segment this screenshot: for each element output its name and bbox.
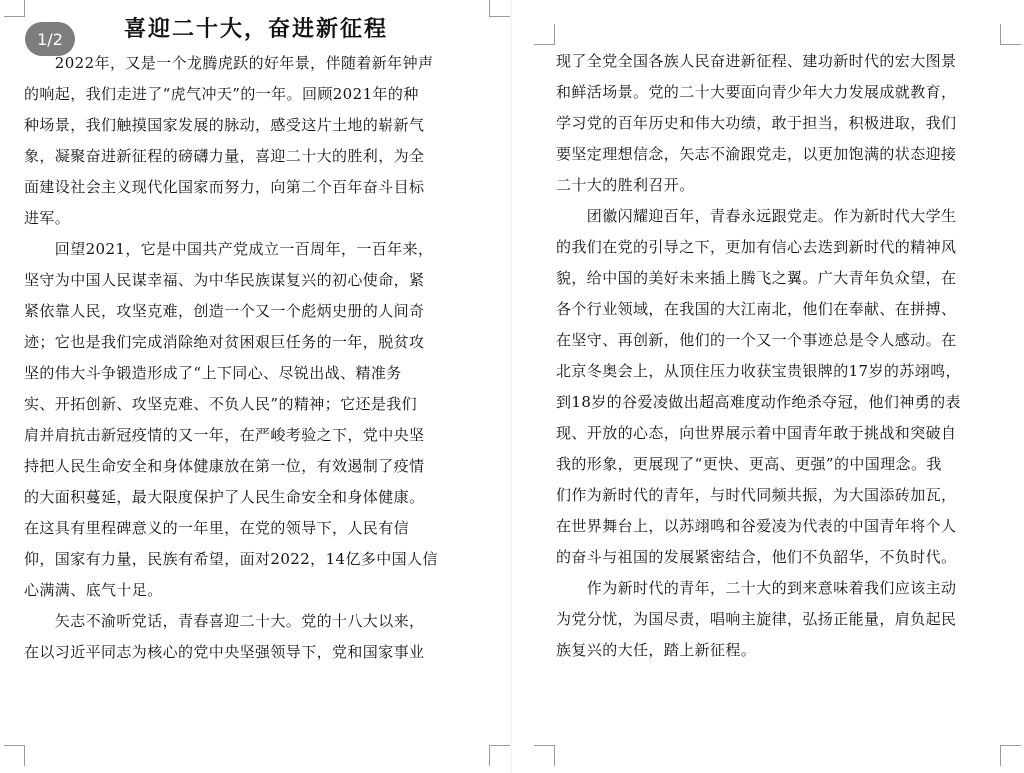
text-line: 肩并肩抗击新冠疫情的又一年，在严峻考验之下，党中央坚 xyxy=(24,426,425,444)
text-line: 的大面积蔓延，最大限度保护了人民生命安全和身体健康。 xyxy=(24,488,425,506)
crop-mark-bottom-left xyxy=(4,745,25,766)
text-line: 心满满、底气十足。 xyxy=(24,581,163,599)
text-line: 迹；它也是我们完成消除绝对贫困艰巨任务的一年，脱贫攻 xyxy=(24,333,425,351)
document-title: 喜迎二十大，奋进新征程 xyxy=(123,16,388,42)
text-line: 矢志不渝听党话，青春喜迎二十大。党的十八大以来， xyxy=(24,612,425,630)
text-line: 二十大的胜利召开。 xyxy=(556,176,695,194)
text-line: 我的形象，更展现了“更快、更高、更强”的中国理念。我 xyxy=(556,455,942,473)
text-line: 在这具有里程碑意义的一年里，在党的领导下，人民有信 xyxy=(24,519,410,537)
crop-mark-top-right xyxy=(1000,24,1021,45)
text-line: 们作为新时代的青年，与时代同频共振，为大国添砖加瓦， xyxy=(556,486,957,504)
text-line: 实、开拓创新、攻坚克难、不负人民”的精神；它还是我们 xyxy=(24,395,418,413)
text-line: 坚的伟大斗争锻造形成了“上下同心、尽锐出战、精准务 xyxy=(24,364,402,382)
text-line: 团徽闪耀迎百年，青春永远跟党走。作为新时代大学生 xyxy=(556,207,957,225)
text-line: 在坚守、再创新，他们的一个又一个事迹总是令人感动。在 xyxy=(556,331,957,349)
text-line: 学习党的百年历史和伟大功绩，敢于担当，积极进取，我们 xyxy=(556,114,957,132)
text-line: 持把人民生命安全和身体健康放在第一位，有效遏制了疫情 xyxy=(24,457,425,475)
text-line: 坚守为中国人民谋幸福、为中华民族谋复兴的初心使命，紧 xyxy=(24,271,425,289)
text-line: 貌，给中国的美好未来插上腾飞之翼。广大青年负众望，在 xyxy=(556,269,957,287)
crop-mark-bottom-center-right xyxy=(534,745,555,766)
text-line: 种场景，我们触摸国家发展的脉动，感受这片土地的崭新气 xyxy=(24,116,425,134)
page-gutter xyxy=(511,0,512,773)
text-line: 各个行业领域，在我国的大江南北，他们在奉献、在拼搏、 xyxy=(556,300,957,318)
right-page-body xyxy=(556,46,1002,666)
left-page-body xyxy=(24,48,486,668)
text-line: 现、开放的心态，向世界展示着中国青年敢于挑战和突破自 xyxy=(556,424,957,442)
text-line: 为党分忧，为国尽责，唱响主旋律，弘扬正能量，肩负起民 xyxy=(556,610,957,628)
text-line: 北京冬奥会上，从顶住压力收获宝贵银牌的17岁的苏翊鸣， xyxy=(556,362,961,380)
text-line: 族复兴的大任，踏上新征程。 xyxy=(556,641,757,659)
text-line: 要坚定理想信念，矢志不渝跟党走，以更加饱满的状态迎接 xyxy=(556,145,957,163)
text-line: 进军。 xyxy=(24,209,71,227)
crop-mark-top-center-right xyxy=(534,24,555,45)
text-line: 的响起，我们走进了“虎气冲天”的一年。回顾2021年的种 xyxy=(24,85,419,103)
text-line: 象，凝聚奋进新征程的磅礴力量，喜迎二十大的胜利，为全 xyxy=(24,147,425,165)
text-line: 的奋斗与祖国的发展紧密结合，他们不负韶华，不负时代。 xyxy=(556,548,957,566)
text-line: 现了全党全国各族人民奋进新征程、建功新时代的宏大图景 xyxy=(556,52,957,70)
text-line: 的我们在党的引导之下，更加有信心去迭到新时代的精神风 xyxy=(556,238,957,256)
page-indicator-badge: 1/2 xyxy=(25,22,75,56)
text-line: 在以习近平同志为核心的党中央坚强领导下，党和国家事业 xyxy=(24,643,425,661)
text-line: 面建设社会主义现代化国家而努力，向第二个百年奋斗目标 xyxy=(24,178,425,196)
crop-mark-bottom-center-left xyxy=(489,745,510,766)
text-line: 回望2021，它是中国共产党成立一百周年，一百年来， xyxy=(24,240,434,258)
crop-mark-bottom-right xyxy=(1000,745,1021,766)
text-line: 在世界舞台上，以苏翊鸣和谷爱凌为代表的中国青年将个人 xyxy=(556,517,957,535)
text-line: 到18岁的谷爱凌做出超高难度动作绝杀夺冠，他们神勇的表 xyxy=(556,393,961,411)
text-line: 仰，国家有力量，民族有希望，面对2022，14亿多中国人信 xyxy=(24,550,438,568)
text-line: 紧依靠人民，攻坚克难，创造一个又一个彪炳史册的人间奇 xyxy=(24,302,425,320)
text-line: 和鲜活场景。党的二十大要面向青少年大力发展成就教育， xyxy=(556,83,957,101)
text-line: 2022年，又是一个龙腾虎跃的好年景，伴随着新年钟声 xyxy=(24,54,434,72)
text-line: 作为新时代的青年，二十大的到来意味着我们应该主动 xyxy=(556,579,957,597)
